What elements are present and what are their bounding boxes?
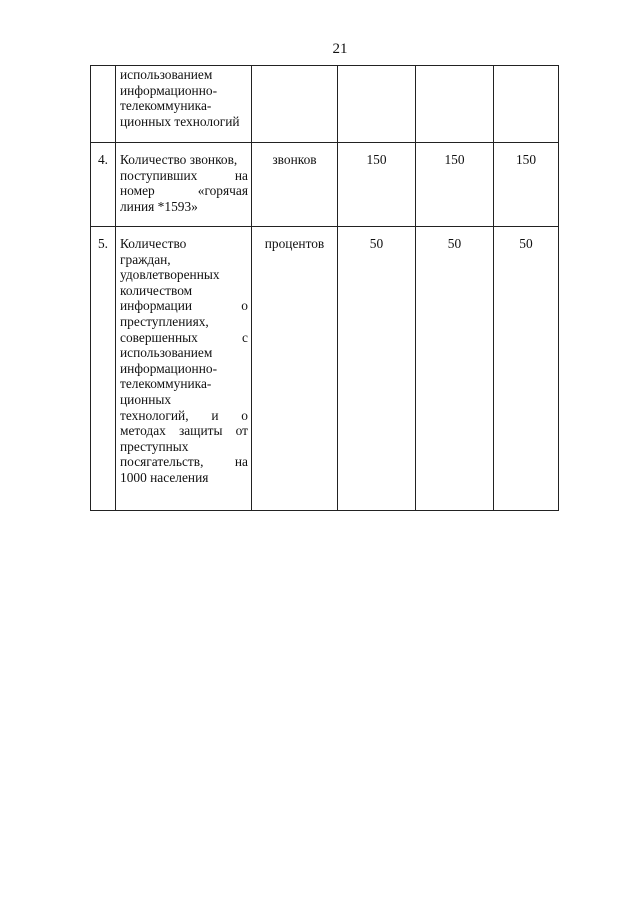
name-line: ционных технологий bbox=[120, 113, 240, 129]
row-number: 4. bbox=[91, 143, 116, 227]
name-line: телекоммуника- bbox=[120, 98, 212, 114]
name-line: номер «горячая bbox=[120, 183, 248, 199]
name-line: совершенных с bbox=[120, 329, 248, 345]
row-number bbox=[91, 66, 116, 143]
table-row bbox=[91, 143, 559, 227]
name-line: удовлетворенных bbox=[120, 267, 220, 283]
name-line: Количество bbox=[120, 236, 187, 251]
indicator-name bbox=[116, 66, 252, 143]
value-cell: 150 bbox=[494, 143, 559, 227]
value-cell bbox=[416, 66, 494, 143]
page-number: 21 bbox=[332, 41, 348, 57]
name-line: телекоммуника- bbox=[120, 376, 212, 392]
table-row bbox=[91, 227, 559, 511]
name-line: поступивших на bbox=[120, 167, 248, 183]
indicator-name bbox=[116, 227, 252, 511]
name-line: технологий, и о bbox=[120, 407, 248, 423]
name-line: граждан, bbox=[120, 251, 171, 267]
value-cell: 50 bbox=[416, 227, 494, 511]
row-number: 5. bbox=[91, 227, 116, 511]
name-line: преступных bbox=[120, 438, 189, 454]
name-line: методах защиты от bbox=[120, 423, 248, 439]
indicator-name bbox=[116, 143, 252, 227]
value-cell: 150 bbox=[416, 143, 494, 227]
name-line: использованием bbox=[120, 345, 213, 361]
value-cell: 50 bbox=[494, 227, 559, 511]
name-line: 1000 населения bbox=[120, 469, 209, 485]
name-line: информационно- bbox=[120, 360, 218, 376]
table-row bbox=[91, 66, 559, 143]
indicators-table bbox=[90, 65, 559, 511]
name-line: информационно- bbox=[120, 82, 218, 98]
name-line: использованием bbox=[120, 67, 213, 82]
value-cell bbox=[338, 66, 416, 143]
unit-cell: процентов bbox=[252, 227, 338, 511]
name-line: посягательств, на bbox=[120, 454, 248, 470]
name-line: информации о bbox=[120, 298, 248, 314]
value-cell: 50 bbox=[338, 227, 416, 511]
unit-cell bbox=[252, 66, 338, 143]
name-line: преступлениях, bbox=[120, 313, 209, 329]
name-line: Количество звонков, bbox=[120, 152, 238, 167]
value-cell: 150 bbox=[338, 143, 416, 227]
name-line: ционных bbox=[120, 391, 172, 407]
value-cell bbox=[494, 66, 559, 143]
name-line: количеством bbox=[120, 282, 193, 298]
unit-cell: звонков bbox=[252, 143, 338, 227]
name-line: линия *1593» bbox=[120, 198, 198, 214]
